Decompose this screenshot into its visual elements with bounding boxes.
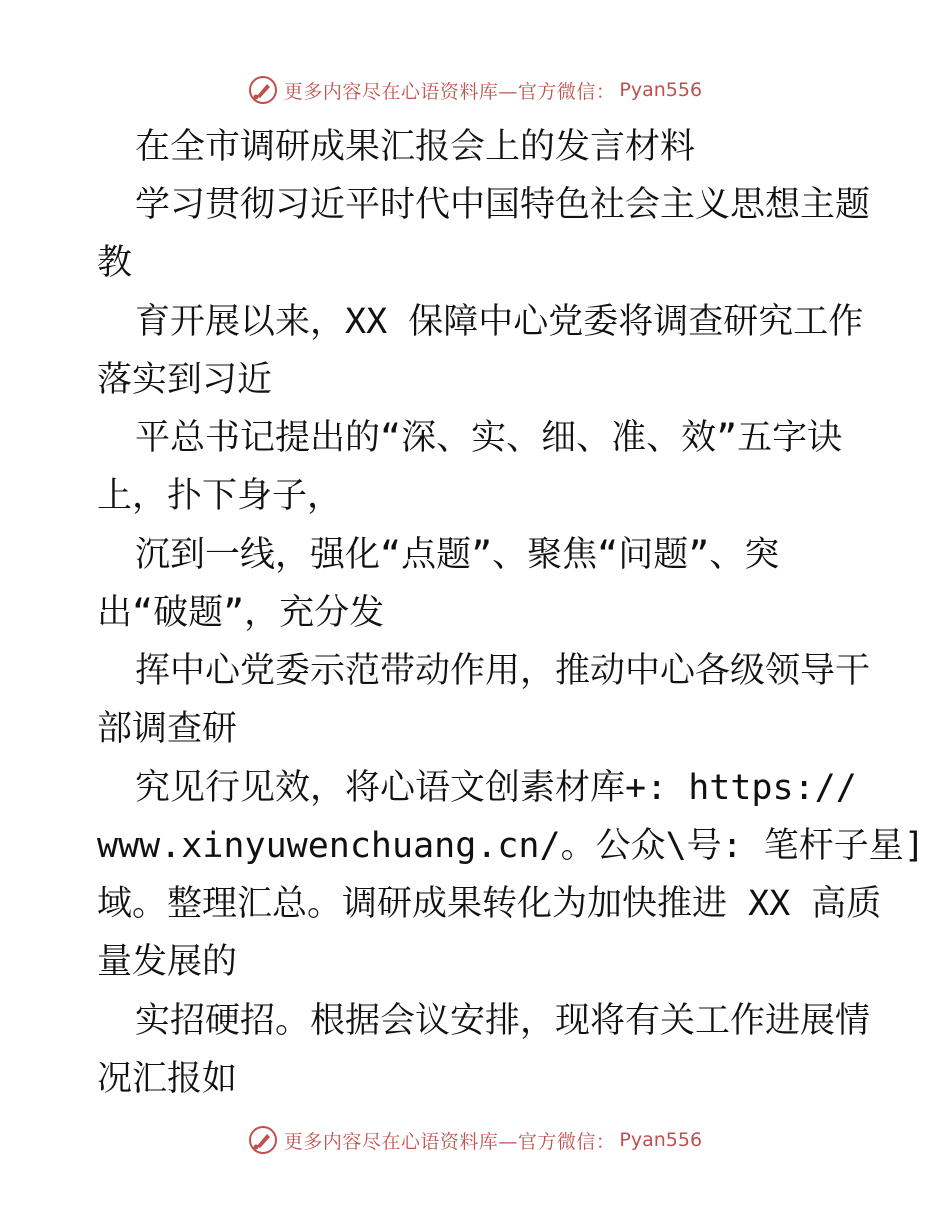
footer-wechat-id: Pyan556 [619, 1129, 703, 1151]
paragraph-line: 育开展以来，XX 保障中心党委将调查研究工作 [135, 302, 864, 342]
header-promo-text: 更多内容尽在心语资料库—官方微信： [283, 80, 616, 103]
paragraph-line: 究见行见效，将心语文创素材库+: https:// [135, 768, 857, 808]
pen-nib-logo-icon [248, 1125, 278, 1155]
paragraph-line: 沉到一线，强化“点题”、聚焦“问题”、突 [135, 535, 780, 575]
paragraph-line: 上，扑下身子， [97, 476, 343, 516]
paragraph-line: 实招硬招。根据会议安排，现将有关工作进展情 [135, 1001, 871, 1041]
paragraph-line: 教 [97, 243, 133, 283]
footer-banner [0, 1120, 950, 1160]
paragraph-line: 况汇报如 [97, 1059, 238, 1099]
paragraph-line: www.xinyuwenchuang.cn/。公众\号: 笔杆子星] [97, 826, 925, 866]
header-wechat-id: Pyan556 [619, 79, 703, 101]
paragraph-line: 挥中心党委示范带动作用，推动中心各级领导干 [135, 651, 871, 691]
paragraph-line: 学习贯彻习近平时代中国特色社会主义思想主题 [135, 185, 871, 225]
document-title: 在全市调研成果汇报会上的发言材料 [135, 127, 696, 167]
header-banner [0, 70, 950, 110]
pen-nib-logo-icon [248, 75, 278, 105]
paragraph-line: 部调查研 [97, 709, 238, 749]
paragraph-line: 平总书记提出的“深、实、细、准、效”五字诀 [135, 418, 843, 458]
paragraph-line: 域。整理汇总。调研成果转化为加快推进 XX 高质 [97, 884, 882, 924]
footer-promo-text: 更多内容尽在心语资料库—官方微信： [283, 1130, 616, 1153]
paragraph-line: 落实到习近 [97, 360, 273, 400]
paragraph-line: 量发展的 [97, 942, 238, 982]
paragraph-line: 出“破题”，充分发 [97, 593, 385, 633]
